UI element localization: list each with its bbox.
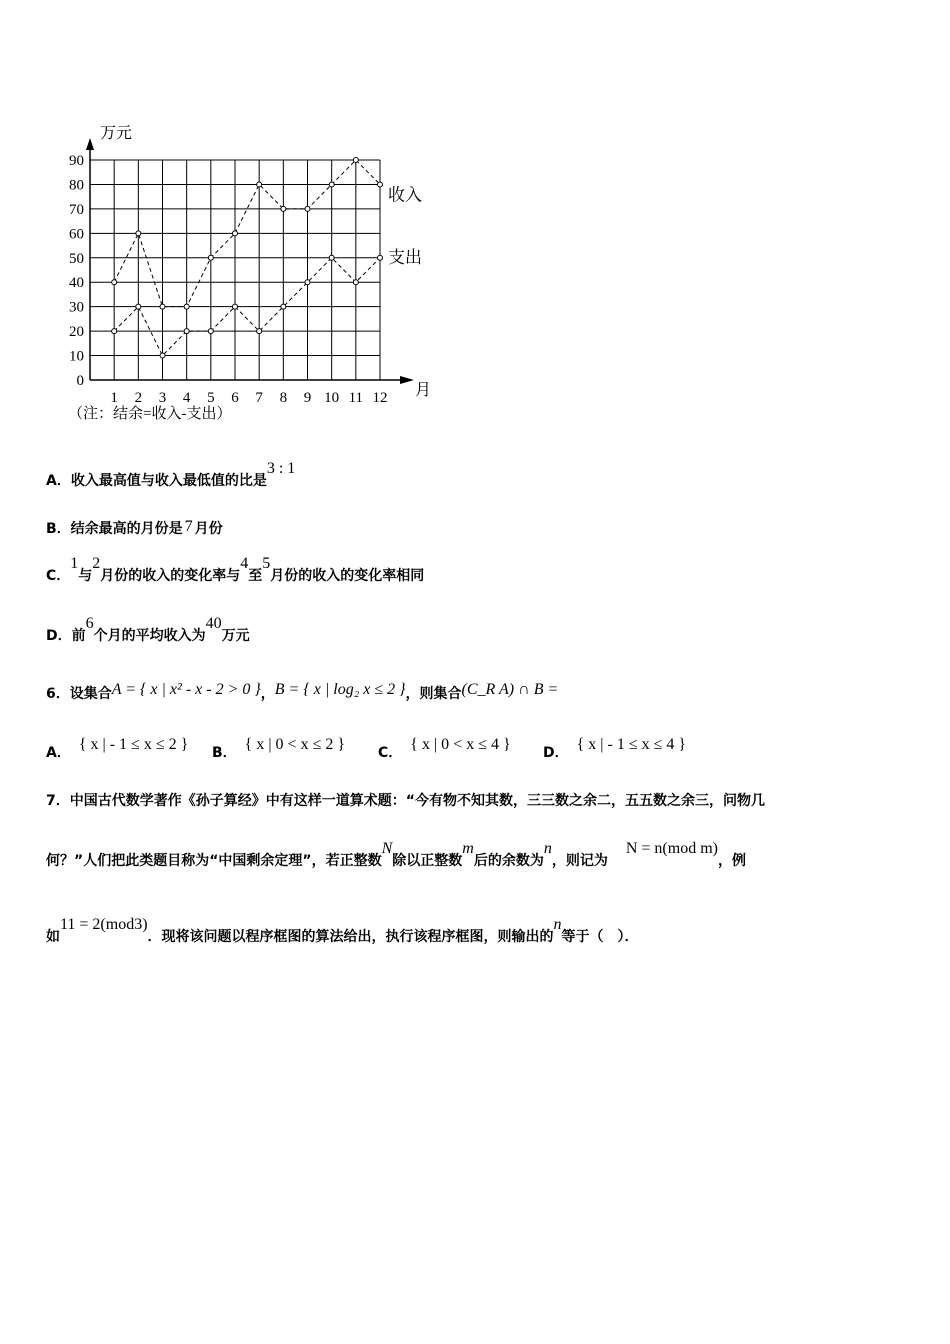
q6-comma: ， bbox=[260, 686, 275, 702]
data-point bbox=[257, 329, 262, 334]
q7-example: 11 = 2(mod3) bbox=[60, 916, 148, 933]
q7-line-3 bbox=[46, 916, 639, 946]
option-c-t1: 与 bbox=[78, 568, 93, 584]
income-expense-chart bbox=[50, 110, 450, 430]
data-point bbox=[233, 231, 238, 236]
q6-option-d[interactable] bbox=[543, 736, 687, 762]
q7-line2d: ，则记为 bbox=[551, 853, 608, 869]
q6-stem-text: 6．设集合 bbox=[46, 686, 112, 702]
data-point bbox=[305, 280, 310, 285]
data-point bbox=[305, 206, 310, 211]
data-point bbox=[233, 304, 238, 309]
option-d[interactable] bbox=[46, 615, 250, 645]
option-d-t2: 个月的平均收入为 bbox=[93, 628, 206, 644]
q7-line3c: 等于（ ）． bbox=[561, 929, 639, 945]
data-point bbox=[378, 255, 383, 260]
question-6-stem bbox=[46, 683, 558, 703]
option-b-label: B． bbox=[46, 521, 71, 537]
q6-then: ，则集合 bbox=[405, 686, 462, 702]
x-tick-labels bbox=[110, 390, 387, 406]
x-tick-label: 9 bbox=[303, 390, 312, 406]
q6-option-a-label: A． bbox=[46, 745, 71, 761]
option-d-label: D． bbox=[46, 628, 72, 644]
data-point bbox=[112, 280, 117, 285]
y-tick-label: 40 bbox=[69, 275, 84, 292]
x-axis-arrow bbox=[400, 376, 414, 384]
q6-set-b: B = { x | log₂ x ≤ 2 } bbox=[274, 681, 406, 698]
data-point bbox=[353, 158, 358, 163]
q7-line2a: 何？”人们把此类题目称为“中国剩余定理”，若正整数 bbox=[46, 853, 382, 869]
y-tick-label: 20 bbox=[69, 324, 84, 341]
series-label: 支出 bbox=[388, 247, 422, 267]
data-point bbox=[184, 304, 189, 309]
q6-option-a-math: { x | - 1 ≤ x ≤ 2 } bbox=[78, 736, 189, 753]
data-point bbox=[160, 304, 165, 309]
q6-option-d-label: D． bbox=[543, 745, 569, 761]
option-c-m4: 5 bbox=[262, 555, 271, 572]
option-c-t2: 月份的收入的变化率与 bbox=[100, 568, 241, 584]
q6-set-a: A = { x | x² - x - 2 > 0 } bbox=[111, 681, 261, 698]
y-tick-label: 10 bbox=[69, 348, 84, 365]
y-axis-arrow bbox=[86, 138, 94, 150]
data-point bbox=[329, 255, 334, 260]
option-a[interactable] bbox=[46, 460, 296, 490]
data-point bbox=[208, 255, 213, 260]
option-c-m3: 4 bbox=[240, 555, 249, 572]
data-point bbox=[112, 329, 117, 334]
data-point bbox=[136, 231, 141, 236]
data-point bbox=[329, 182, 334, 187]
q7-n: n bbox=[543, 840, 552, 857]
x-tick-label: 12 bbox=[372, 390, 388, 406]
y-axis-label: 万元 bbox=[100, 125, 133, 142]
x-tick-label: 4 bbox=[182, 390, 191, 406]
option-c-t4: 月份的收入的变化率相同 bbox=[270, 568, 425, 584]
option-c-m1: 1 bbox=[70, 555, 79, 572]
option-d-m2: 40 bbox=[205, 615, 222, 632]
data-point bbox=[208, 329, 213, 334]
x-tick-label: 6 bbox=[231, 390, 239, 406]
q6-option-a[interactable] bbox=[46, 736, 189, 762]
data-point bbox=[353, 280, 358, 285]
chart-note: （注：结余=收入-支出） bbox=[68, 406, 232, 422]
option-b-text: 结余最高的月份是 bbox=[70, 521, 183, 537]
q6-option-d-math: { x | - 1 ≤ x ≤ 4 } bbox=[576, 736, 687, 753]
q7-m: m bbox=[462, 840, 474, 857]
q7-line2e: ，例 bbox=[717, 853, 746, 869]
option-c-label: C． bbox=[46, 568, 71, 584]
x-tick-label: 2 bbox=[134, 390, 143, 406]
q6-expr: (C_R A) ∩ B = bbox=[461, 681, 559, 698]
y-tick-label: 30 bbox=[69, 299, 84, 316]
x-tick-label: 8 bbox=[279, 390, 288, 406]
y-tick-labels bbox=[69, 153, 84, 389]
series-label: 收入 bbox=[388, 185, 422, 205]
q7-formula: N = n(mod m) bbox=[625, 840, 718, 857]
q6-option-c[interactable] bbox=[378, 736, 511, 762]
q6-option-c-math: { x | 0 < x ≤ 4 } bbox=[410, 736, 511, 753]
x-tick-label: 7 bbox=[255, 390, 263, 406]
option-c-t3: 至 bbox=[248, 568, 263, 584]
q7-line-1: 7．中国古代数学著作《孙子算经》中有这样一道算术题：“今有物不知其数，三三数之余二，五五数之余三，问物几 bbox=[46, 793, 765, 809]
x-tick-label: 1 bbox=[110, 390, 118, 406]
x-axis-label: 月 bbox=[415, 382, 432, 399]
data-point bbox=[160, 353, 165, 358]
q7-line2b: 除以正整数 bbox=[392, 853, 463, 869]
option-c-m2: 2 bbox=[92, 555, 101, 572]
y-tick-label: 90 bbox=[69, 153, 84, 169]
option-b-text2: 月份 bbox=[194, 521, 223, 537]
y-tick-label: 60 bbox=[69, 226, 84, 243]
data-point bbox=[184, 329, 189, 334]
chart-axes bbox=[86, 138, 414, 384]
data-point bbox=[136, 304, 141, 309]
option-b-math: 7 bbox=[184, 518, 193, 535]
data-point bbox=[281, 304, 286, 309]
y-tick-label: 70 bbox=[69, 201, 84, 218]
option-a-label: A． bbox=[46, 473, 71, 489]
data-point bbox=[378, 182, 383, 187]
data-point bbox=[257, 182, 262, 187]
q7-line2c: 后的余数为 bbox=[473, 853, 544, 869]
x-tick-label: 11 bbox=[348, 390, 364, 406]
y-tick-label: 50 bbox=[69, 250, 84, 267]
option-a-text: 收入最高值与收入最低值的比是 bbox=[70, 473, 267, 489]
x-tick-label: 10 bbox=[324, 390, 340, 406]
option-d-t3: 万元 bbox=[221, 628, 250, 644]
q6-option-c-label: C． bbox=[378, 745, 403, 761]
y-tick-label: 80 bbox=[69, 177, 84, 194]
chart-grid bbox=[90, 160, 380, 380]
option-b[interactable] bbox=[46, 518, 223, 538]
q6-option-b-label: B． bbox=[212, 745, 237, 761]
q7-line3b: ．现将该问题以程序框图的算法给出，执行该程序框图，则输出的 bbox=[147, 929, 554, 945]
data-point bbox=[281, 206, 286, 211]
q6-option-b-math: { x | 0 < x ≤ 2 } bbox=[244, 736, 346, 753]
q7-line-2 bbox=[46, 840, 746, 870]
q7-n2: n bbox=[553, 916, 562, 933]
x-tick-label: 3 bbox=[158, 390, 167, 406]
x-tick-label: 5 bbox=[207, 390, 215, 406]
option-c[interactable] bbox=[46, 555, 425, 585]
q6-option-b[interactable] bbox=[212, 736, 346, 762]
y-tick-label: 0 bbox=[76, 373, 84, 389]
option-d-m1: 6 bbox=[85, 615, 94, 632]
option-d-t1: 前 bbox=[71, 628, 86, 644]
q7-line3a: 如 bbox=[46, 929, 60, 945]
option-a-math: 3 : 1 bbox=[266, 460, 296, 477]
q7-N: N bbox=[381, 840, 393, 857]
